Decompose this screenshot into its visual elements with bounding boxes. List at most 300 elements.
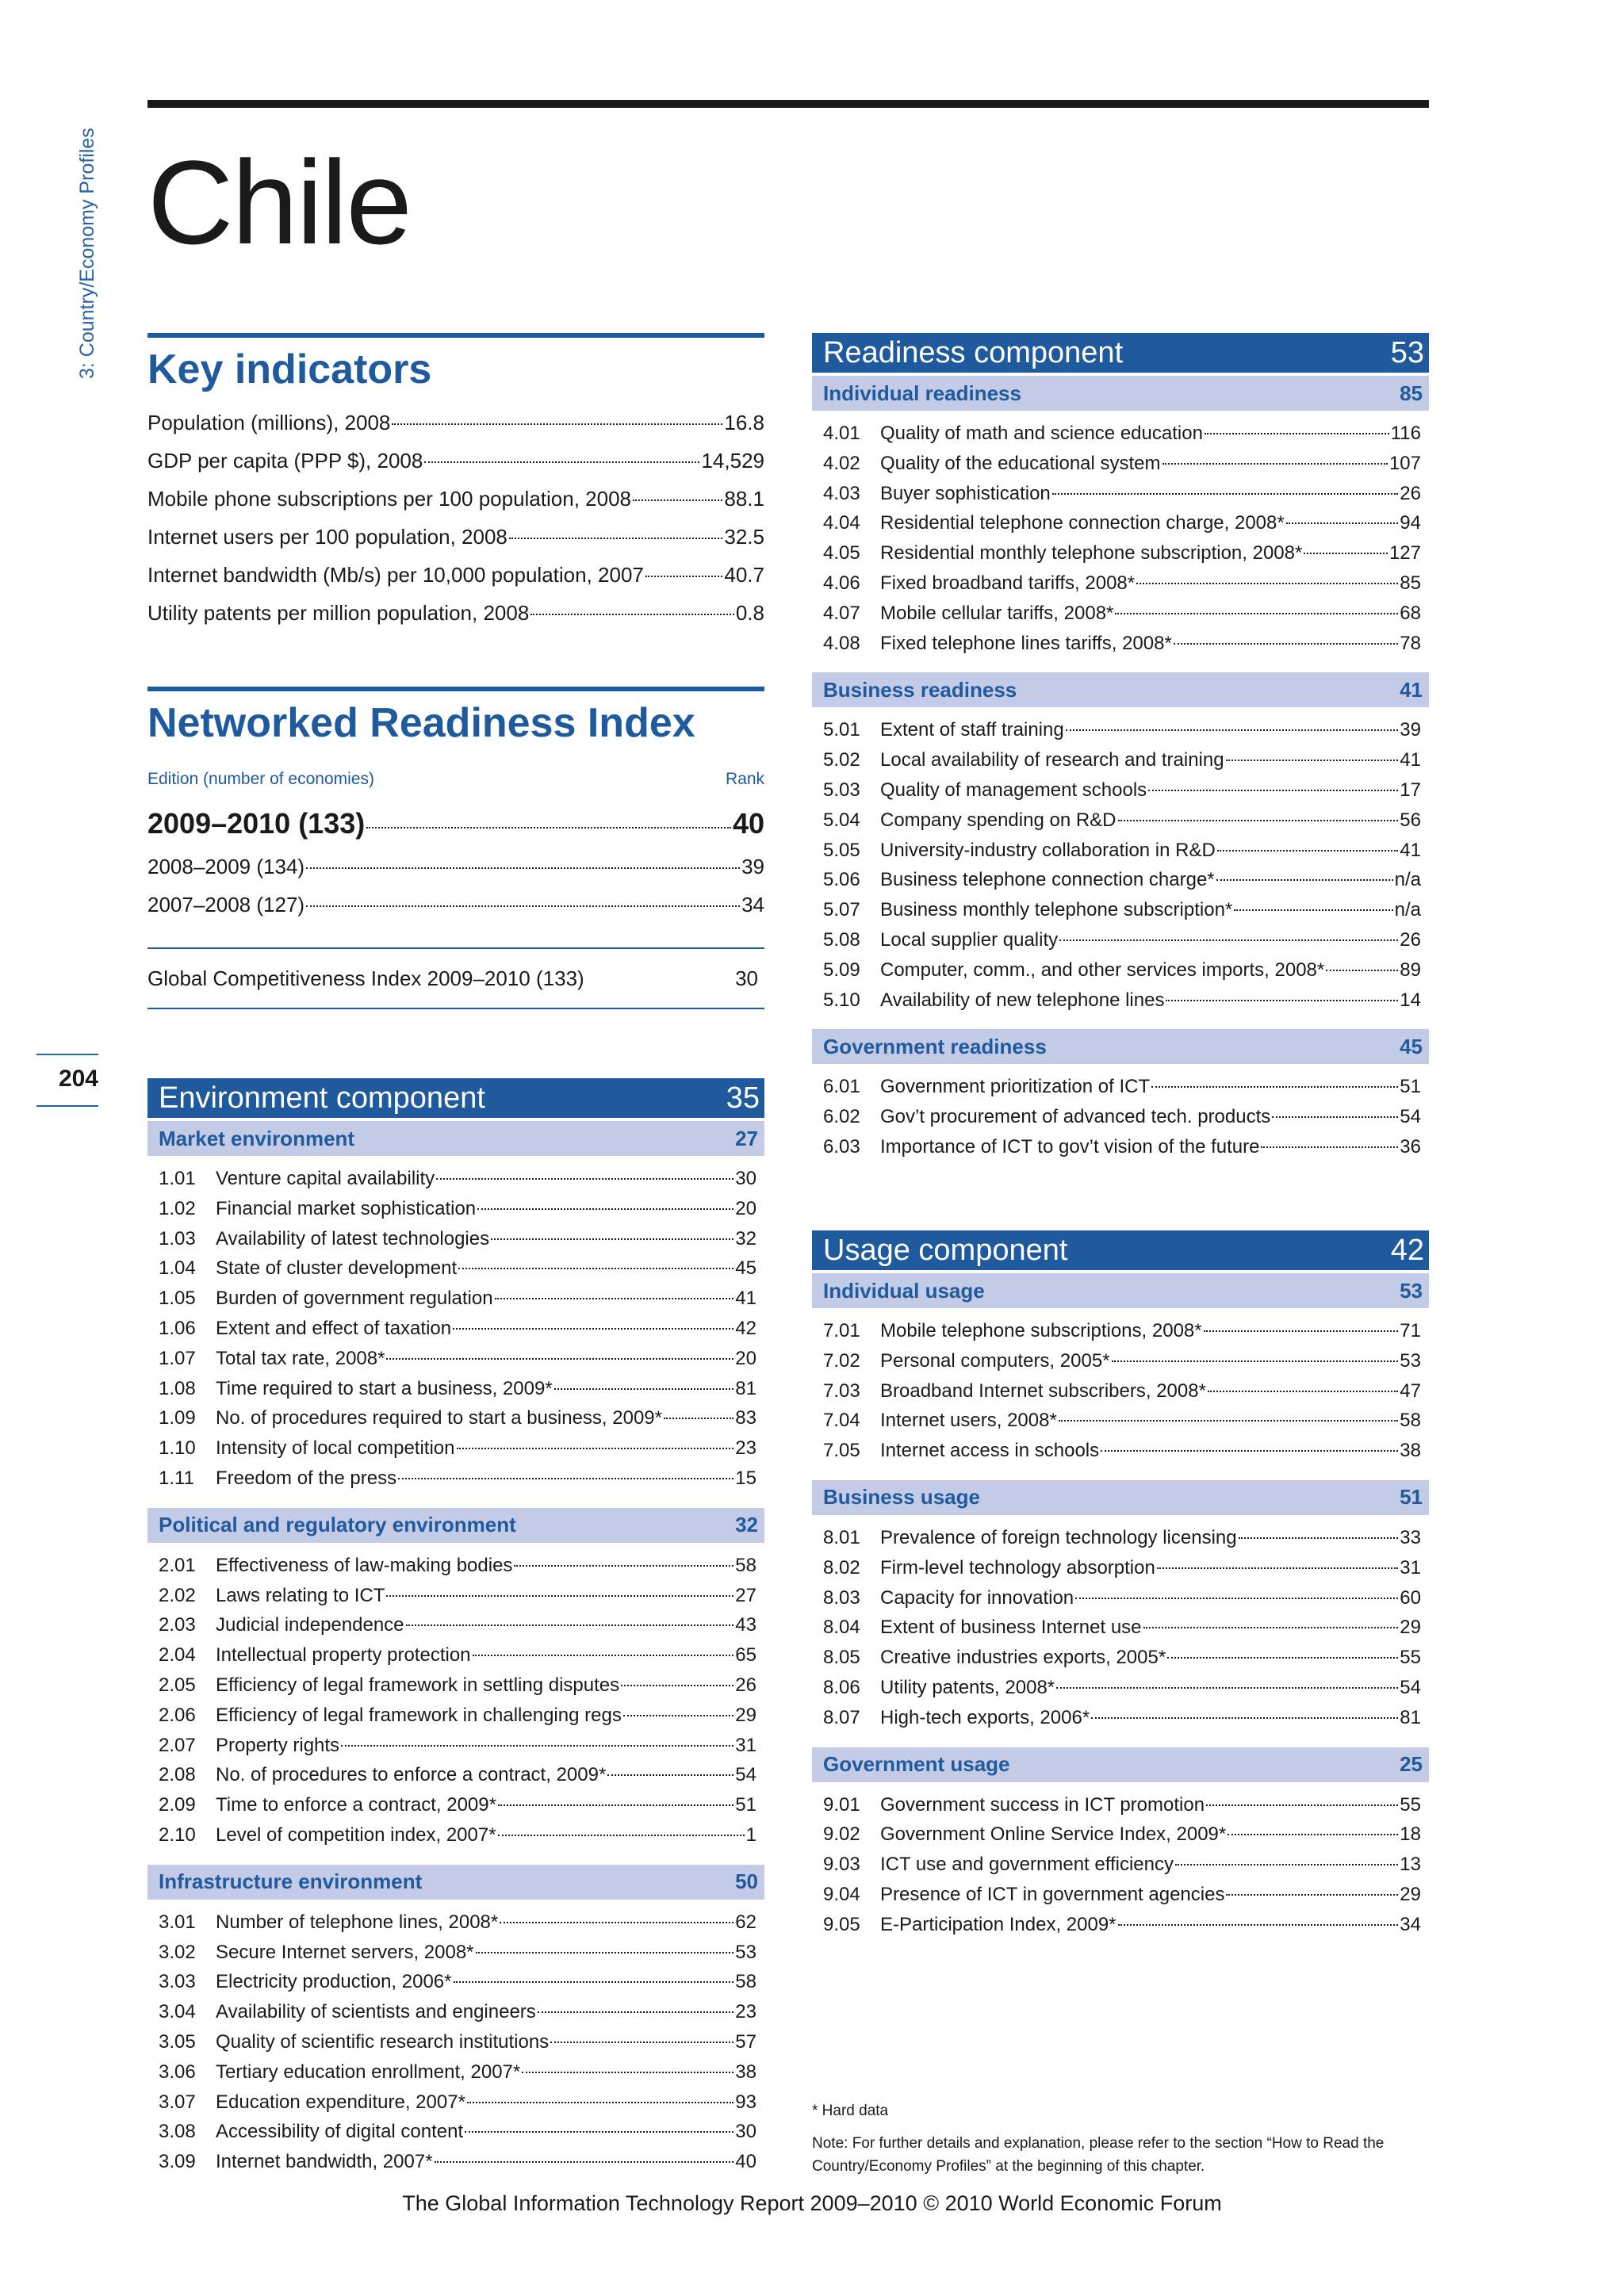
leader-dots bbox=[530, 614, 734, 615]
indicator-rank: 34 bbox=[1400, 1913, 1421, 1935]
leader-dots bbox=[1162, 463, 1388, 465]
indicator-row bbox=[823, 1523, 1421, 1553]
row-value: 40.7 bbox=[724, 563, 764, 587]
indicator-label: Local availability of research and training bbox=[880, 749, 1224, 771]
indicator-list bbox=[147, 1543, 764, 1862]
indicator-row bbox=[823, 599, 1421, 629]
indicator-row bbox=[159, 1164, 756, 1194]
leader-dots bbox=[1166, 1000, 1398, 1001]
indicator-rank: 17 bbox=[1400, 779, 1421, 801]
indicator-rank: 58 bbox=[735, 1971, 756, 1993]
indicator-rank: 14 bbox=[1400, 989, 1421, 1011]
gci-label: Global Competitiveness Index 2009–2010 (133) bbox=[147, 966, 584, 990]
pillar-rank: 50 bbox=[735, 1869, 758, 1894]
indicator-code: 9.02 bbox=[823, 1823, 860, 1846]
indicator-rank: 36 bbox=[1400, 1135, 1421, 1158]
indicator-row bbox=[159, 1374, 756, 1404]
leader-dots bbox=[467, 2102, 733, 2103]
indicator-row bbox=[823, 1376, 1421, 1406]
leader-dots bbox=[1112, 1360, 1399, 1362]
indicator-rank: 53 bbox=[735, 1941, 756, 1963]
indicator-code: 8.01 bbox=[823, 1526, 860, 1548]
leader-dots bbox=[1091, 1717, 1398, 1719]
indicator-code: 4.04 bbox=[823, 512, 860, 534]
indicator-code: 2.09 bbox=[159, 1794, 196, 1816]
indicator-code: 3.02 bbox=[159, 1941, 196, 1963]
pillar-title: Infrastructure environment bbox=[159, 1869, 423, 1894]
leader-dots bbox=[1326, 970, 1398, 971]
indicator-row bbox=[159, 1610, 756, 1640]
leader-dots bbox=[392, 423, 722, 425]
row-value: 34 bbox=[741, 893, 764, 917]
nri-title: Networked Readiness Index bbox=[147, 700, 695, 746]
indicator-label: Company spending on R&D bbox=[880, 809, 1116, 831]
page-number-rule-bottom bbox=[36, 1105, 98, 1107]
indicator-label: Fixed telephone lines tariffs, 2008* bbox=[880, 632, 1172, 654]
leader-dots bbox=[1066, 729, 1399, 731]
row-label: Population (millions), 2008 bbox=[147, 411, 391, 435]
readiness-component bbox=[812, 333, 1429, 1173]
pillar-header bbox=[812, 1273, 1429, 1308]
indicator-code: 8.02 bbox=[823, 1556, 860, 1578]
indicator-code: 1.09 bbox=[159, 1407, 196, 1429]
leader-dots bbox=[1115, 613, 1398, 614]
pillar-header bbox=[147, 1865, 764, 1900]
indicator-row bbox=[159, 1581, 756, 1611]
hard-data-note: * Hard data bbox=[812, 2103, 889, 2119]
leader-dots bbox=[1101, 1450, 1398, 1452]
leader-dots bbox=[1286, 522, 1399, 524]
indicator-code: 4.02 bbox=[823, 452, 860, 474]
indicator-label: Extent and effect of taxation bbox=[216, 1317, 452, 1339]
pillar-title: Market environment bbox=[159, 1126, 355, 1150]
indicator-row bbox=[823, 1132, 1421, 1162]
indicator-code: 1.03 bbox=[159, 1227, 196, 1249]
indicator-row bbox=[159, 1820, 756, 1850]
indicator-row bbox=[823, 1880, 1421, 1910]
key-indicator-row bbox=[147, 480, 764, 518]
indicator-label: Intellectual property protection bbox=[216, 1644, 471, 1667]
key-indicators-title: Key indicators bbox=[147, 346, 432, 392]
indicator-row bbox=[823, 775, 1421, 806]
indicator-list bbox=[812, 1782, 1429, 1951]
indicator-code: 3.01 bbox=[159, 1911, 196, 1933]
leader-dots bbox=[1059, 1420, 1398, 1422]
indicator-label: Tertiary education enrollment, 2007* bbox=[216, 2061, 521, 2083]
usage-component bbox=[812, 1230, 1429, 1951]
row-value: 39 bbox=[741, 855, 764, 879]
indicator-label: Buyer sophistication bbox=[880, 482, 1051, 504]
indicator-code: 5.10 bbox=[823, 989, 860, 1011]
indicator-code: 3.04 bbox=[159, 2001, 196, 2023]
indicator-code: 4.08 bbox=[823, 632, 860, 654]
indicator-label: Computer, comm., and other services imports, 2008* bbox=[880, 959, 1325, 981]
indicator-rank: 116 bbox=[1390, 423, 1421, 444]
leader-dots bbox=[1175, 1864, 1398, 1866]
indicator-rank: 78 bbox=[1400, 632, 1421, 654]
indicator-rank: 58 bbox=[735, 1554, 756, 1576]
indicator-rank: 81 bbox=[735, 1377, 756, 1399]
indicator-label: Firm-level technology absorption bbox=[880, 1556, 1155, 1578]
page-footer: The Global Information Technology Report 2009–2010 © 2010 World Economic Forum bbox=[402, 2191, 1222, 2215]
indicator-rank: 54 bbox=[1400, 1106, 1421, 1128]
indicator-label: Time required to start a business, 2009* bbox=[216, 1377, 553, 1399]
indicator-code: 2.01 bbox=[159, 1554, 196, 1576]
indicator-label: Personal computers, 2005* bbox=[880, 1349, 1110, 1372]
indicator-rank: 85 bbox=[1400, 572, 1421, 594]
leader-dots bbox=[453, 1328, 733, 1330]
indicator-code: 8.07 bbox=[823, 1706, 860, 1728]
indicator-code: 3.05 bbox=[159, 2030, 196, 2053]
indicator-row bbox=[823, 865, 1421, 895]
leader-dots bbox=[645, 576, 723, 577]
indicator-rank: 26 bbox=[1400, 482, 1421, 504]
indicator-label: University-industry collaboration in R&D bbox=[880, 839, 1216, 861]
indicator-code: 2.08 bbox=[159, 1764, 196, 1786]
indicator-row bbox=[823, 955, 1421, 985]
indicator-rank: 107 bbox=[1388, 452, 1421, 474]
edition-label: Edition (number of economies) bbox=[147, 770, 374, 789]
leader-dots bbox=[386, 1595, 733, 1597]
indicator-label: Judicial independence bbox=[216, 1614, 404, 1636]
indicator-row bbox=[823, 1102, 1421, 1132]
indicator-label: Education expenditure, 2007* bbox=[216, 2091, 465, 2113]
indicator-rank: 57 bbox=[735, 2030, 756, 2053]
indicator-code: 3.06 bbox=[159, 2061, 196, 2083]
indicator-row bbox=[823, 1346, 1421, 1376]
indicator-label: Mobile telephone subscriptions, 2008* bbox=[880, 1320, 1202, 1341]
leader-dots bbox=[306, 867, 740, 869]
indicator-code: 1.04 bbox=[159, 1257, 196, 1280]
indicator-row bbox=[159, 1670, 756, 1701]
pillar-title: Government usage bbox=[823, 1752, 1010, 1777]
indicator-label: Mobile cellular tariffs, 2008* bbox=[880, 602, 1114, 624]
indicator-row bbox=[159, 2147, 756, 2177]
indicator-list bbox=[812, 1064, 1429, 1173]
leader-dots bbox=[476, 1952, 734, 1954]
pillar-rank: 32 bbox=[735, 1513, 758, 1537]
indicator-row bbox=[823, 1406, 1421, 1436]
indicator-rank: 62 bbox=[735, 1911, 756, 1933]
component-title: Usage component bbox=[823, 1233, 1068, 1267]
indicator-code: 2.07 bbox=[159, 1734, 196, 1756]
indicator-label: Property rights bbox=[216, 1734, 340, 1756]
leader-dots bbox=[1151, 1086, 1398, 1088]
indicator-label: Internet access in schools bbox=[880, 1440, 1100, 1462]
indicator-code: 3.09 bbox=[159, 2151, 196, 2173]
leader-dots bbox=[498, 1804, 733, 1806]
indicator-rank: 26 bbox=[1400, 928, 1421, 951]
indicator-row bbox=[159, 2087, 756, 2118]
indicator-label: Fixed broadband tariffs, 2008* bbox=[880, 572, 1136, 594]
indicator-code: 7.05 bbox=[823, 1440, 860, 1462]
leader-dots bbox=[406, 1624, 734, 1626]
indicator-row bbox=[823, 419, 1421, 449]
indicator-rank: 38 bbox=[735, 2061, 756, 2083]
indicator-code: 5.04 bbox=[823, 809, 860, 831]
indicator-row bbox=[823, 479, 1421, 509]
indicator-label: Broadband Internet subscribers, 2008* bbox=[880, 1380, 1206, 1402]
indicator-label: Burden of government regulation bbox=[216, 1288, 493, 1310]
indicator-row bbox=[823, 1703, 1421, 1733]
indicator-row bbox=[159, 1908, 756, 1938]
indicator-rank: 30 bbox=[735, 1168, 756, 1189]
indicator-code: 5.06 bbox=[823, 869, 860, 891]
indicator-label: Intensity of local competition bbox=[216, 1437, 455, 1460]
indicator-rank: 29 bbox=[735, 1704, 756, 1726]
leader-dots bbox=[1136, 583, 1398, 584]
indicator-rank: 30 bbox=[735, 2121, 756, 2143]
nri-previous-editions bbox=[147, 848, 764, 924]
indicator-rank: 54 bbox=[1400, 1676, 1421, 1698]
indicator-code: 9.01 bbox=[823, 1793, 860, 1816]
indicator-label: Presence of ICT in government agencies bbox=[880, 1883, 1225, 1905]
nri-section bbox=[147, 687, 764, 1009]
indicator-label: Quality of scientific research institutions bbox=[216, 2030, 550, 2053]
indicator-rank: 55 bbox=[1400, 1647, 1421, 1669]
leader-dots bbox=[436, 1178, 733, 1180]
indicator-rank: 39 bbox=[1400, 719, 1421, 741]
key-indicator-row bbox=[147, 404, 764, 442]
indicator-rank: 54 bbox=[735, 1764, 756, 1786]
indicator-code: 8.05 bbox=[823, 1647, 860, 1669]
indicator-code: 7.04 bbox=[823, 1410, 860, 1432]
indicator-row bbox=[823, 1850, 1421, 1880]
indicator-label: High-tech exports, 2006* bbox=[880, 1706, 1090, 1728]
row-value: 88.1 bbox=[724, 487, 764, 511]
indicator-label: Number of telephone lines, 2008* bbox=[216, 1911, 499, 1933]
pillar-header bbox=[147, 1121, 764, 1156]
indicator-rank: 60 bbox=[1400, 1586, 1421, 1609]
indicator-list bbox=[147, 1156, 764, 1505]
row-value: 0.8 bbox=[735, 601, 764, 626]
indicator-row bbox=[159, 1701, 756, 1731]
indicator-rank: 29 bbox=[1400, 1883, 1421, 1905]
indicator-row bbox=[823, 1072, 1421, 1102]
indicator-row bbox=[823, 1910, 1421, 1940]
leader-dots bbox=[465, 2131, 733, 2133]
leader-dots bbox=[1234, 909, 1392, 911]
indicator-row bbox=[823, 806, 1421, 836]
leader-dots bbox=[386, 1358, 733, 1360]
nri-edition-row bbox=[147, 886, 764, 924]
indicator-label: No. of procedures to enforce a contract, 2009* bbox=[216, 1764, 607, 1786]
environment-component-header bbox=[147, 1078, 764, 1118]
indicator-row bbox=[823, 538, 1421, 568]
leader-dots bbox=[1148, 790, 1398, 791]
leader-dots bbox=[473, 1655, 734, 1656]
leader-dots bbox=[457, 1448, 734, 1449]
gci-rank: 30 bbox=[735, 966, 758, 990]
country-title: Chile bbox=[147, 136, 411, 269]
row-value: 32.5 bbox=[724, 525, 764, 549]
indicator-row bbox=[823, 715, 1421, 745]
chapter-side-label: 3: Country/Economy Profiles bbox=[76, 128, 98, 379]
indicator-list bbox=[812, 707, 1429, 1026]
leader-dots bbox=[1167, 1657, 1398, 1659]
indicator-label: Efficiency of legal framework in settling disputes bbox=[216, 1674, 620, 1696]
indicator-code: 1.05 bbox=[159, 1288, 196, 1310]
indicator-rank: 23 bbox=[735, 1437, 756, 1460]
indicator-rank: 53 bbox=[1400, 1349, 1421, 1372]
indicator-row bbox=[159, 1938, 756, 1968]
nri-current-rank: 40 bbox=[732, 807, 764, 840]
indicator-label: Secure Internet servers, 2008* bbox=[216, 1941, 474, 1963]
indicator-row bbox=[159, 1997, 756, 2027]
indicator-rank: n/a bbox=[1394, 899, 1421, 921]
pillar-header bbox=[812, 1480, 1429, 1515]
indicator-row bbox=[823, 1316, 1421, 1346]
indicator-rank: n/a bbox=[1394, 869, 1421, 891]
indicator-code: 3.08 bbox=[159, 2121, 196, 2143]
leader-dots bbox=[454, 1981, 734, 1983]
indicator-rank: 127 bbox=[1388, 542, 1421, 564]
pillar-header bbox=[147, 1508, 764, 1543]
indicator-row bbox=[159, 2117, 756, 2147]
key-indicator-row bbox=[147, 556, 764, 594]
leader-dots bbox=[366, 827, 731, 828]
indicator-label: Extent of business Internet use bbox=[880, 1617, 1142, 1639]
leader-dots bbox=[306, 905, 740, 907]
indicator-label: Internet bandwidth, 2007* bbox=[216, 2151, 433, 2173]
leader-dots bbox=[550, 2042, 733, 2043]
indicator-code: 4.03 bbox=[823, 482, 860, 504]
indicator-code: 5.07 bbox=[823, 899, 860, 921]
indicator-row bbox=[159, 2027, 756, 2057]
indicator-label: Electricity production, 2006* bbox=[216, 1971, 452, 1993]
row-label: 2008–2009 (134) bbox=[147, 855, 305, 879]
indicator-rank: 83 bbox=[735, 1407, 756, 1429]
indicator-label: Gov’t procurement of advanced tech. products bbox=[880, 1106, 1271, 1128]
indicator-code: 4.06 bbox=[823, 572, 860, 594]
key-indicators-section bbox=[147, 333, 764, 632]
leader-dots bbox=[1239, 1537, 1399, 1539]
pillar-rank: 41 bbox=[1400, 677, 1423, 702]
pillar-rank: 45 bbox=[1400, 1034, 1423, 1058]
leader-dots bbox=[1216, 879, 1393, 881]
indicator-code: 7.02 bbox=[823, 1349, 860, 1372]
leader-dots bbox=[1118, 1924, 1399, 1926]
indicator-row bbox=[159, 1464, 756, 1494]
indicator-label: Venture capital availability bbox=[216, 1168, 435, 1189]
indicator-rank: 18 bbox=[1400, 1823, 1421, 1846]
indicator-rank: 45 bbox=[735, 1257, 756, 1280]
indicator-label: Level of competition index, 2007* bbox=[216, 1823, 496, 1846]
indicator-rank: 55 bbox=[1400, 1793, 1421, 1816]
indicator-code: 8.04 bbox=[823, 1617, 860, 1639]
row-label: 2007–2008 (127) bbox=[147, 893, 305, 917]
indicator-row bbox=[159, 1790, 756, 1820]
indicator-row bbox=[159, 1433, 756, 1464]
indicator-list bbox=[812, 411, 1429, 669]
indicator-label: Business monthly telephone subscription* bbox=[880, 899, 1233, 921]
indicator-row bbox=[823, 1436, 1421, 1466]
indicator-code: 5.08 bbox=[823, 928, 860, 951]
component-title: Environment component bbox=[159, 1081, 485, 1115]
indicator-label: Extent of staff training bbox=[880, 719, 1064, 741]
indicator-label: Business telephone connection charge* bbox=[880, 869, 1215, 891]
environment-component bbox=[147, 1078, 764, 2188]
indicator-rank: 56 bbox=[1400, 809, 1421, 831]
pillar-header bbox=[812, 672, 1429, 707]
indicator-row bbox=[823, 1553, 1421, 1583]
indicator-row bbox=[159, 1731, 756, 1761]
indicator-label: Residential monthly telephone subscription, 2008* bbox=[880, 542, 1303, 564]
indicator-code: 6.02 bbox=[823, 1106, 860, 1128]
indicator-row bbox=[823, 895, 1421, 925]
indicator-label: Government prioritization of ICT bbox=[880, 1076, 1151, 1098]
page-number: 204 bbox=[58, 1066, 98, 1092]
indicator-label: Quality of math and science education bbox=[880, 423, 1203, 444]
leader-dots bbox=[1059, 939, 1398, 941]
indicator-rank: 81 bbox=[1400, 1706, 1421, 1728]
indicator-code: 4.07 bbox=[823, 602, 860, 624]
indicator-code: 9.05 bbox=[823, 1913, 860, 1935]
title-rule bbox=[147, 100, 1429, 108]
indicator-code: 8.03 bbox=[823, 1586, 860, 1609]
pillar-title: Political and regulatory environment bbox=[159, 1513, 516, 1537]
row-value: 14,529 bbox=[701, 449, 764, 473]
indicator-list bbox=[812, 1308, 1429, 1477]
indicator-code: 5.01 bbox=[823, 719, 860, 741]
leader-dots bbox=[1052, 493, 1399, 495]
indicator-code: 5.05 bbox=[823, 839, 860, 861]
leader-dots bbox=[398, 1478, 733, 1479]
section-rule bbox=[147, 687, 764, 691]
indicator-row bbox=[159, 1551, 756, 1581]
indicator-code: 9.03 bbox=[823, 1854, 860, 1876]
pillar-title: Government readiness bbox=[823, 1034, 1047, 1058]
indicator-rank: 51 bbox=[1400, 1076, 1421, 1098]
indicator-rank: 27 bbox=[735, 1584, 756, 1606]
indicator-rank: 65 bbox=[735, 1644, 756, 1667]
indicator-rank: 32 bbox=[735, 1227, 756, 1249]
indicator-rank: 43 bbox=[735, 1614, 756, 1636]
indicator-code: 2.03 bbox=[159, 1614, 196, 1636]
pillar-header bbox=[812, 376, 1429, 411]
indicator-label: Internet users, 2008* bbox=[880, 1410, 1057, 1432]
indicator-label: Residential telephone connection charge, 2008* bbox=[880, 512, 1285, 534]
indicator-code: 5.02 bbox=[823, 749, 860, 771]
leader-dots bbox=[1075, 1598, 1398, 1599]
indicator-rank: 89 bbox=[1400, 959, 1421, 981]
indicator-label: E-Participation Index, 2009* bbox=[880, 1913, 1116, 1935]
row-label: Mobile phone subscriptions per 100 population, 2008 bbox=[147, 487, 631, 511]
leader-dots bbox=[341, 1745, 733, 1747]
indicator-row bbox=[159, 1253, 756, 1284]
indicator-label: Financial market sophistication bbox=[216, 1197, 477, 1219]
indicator-rank: 71 bbox=[1400, 1320, 1421, 1341]
indicator-row bbox=[823, 1643, 1421, 1673]
leader-dots bbox=[495, 1298, 734, 1299]
pillar-title: Individual readiness bbox=[823, 381, 1021, 405]
indicator-rank: 40 bbox=[735, 2151, 756, 2173]
indicator-code: 1.11 bbox=[159, 1467, 194, 1489]
leader-dots bbox=[623, 1715, 733, 1716]
indicator-row bbox=[159, 1344, 756, 1374]
indicator-label: Local supplier quality bbox=[880, 928, 1059, 951]
leader-dots bbox=[1261, 1146, 1398, 1148]
leader-dots bbox=[509, 538, 723, 539]
leader-dots bbox=[1206, 1804, 1398, 1806]
rank-label: Rank bbox=[725, 770, 764, 789]
component-rank: 53 bbox=[1390, 335, 1424, 369]
indicator-label: Prevalence of foreign technology licensing bbox=[880, 1526, 1237, 1548]
leader-dots bbox=[1205, 433, 1389, 434]
indicator-label: Quality of management schools bbox=[880, 779, 1147, 801]
indicator-code: 5.03 bbox=[823, 779, 860, 801]
indicator-code: 8.06 bbox=[823, 1676, 860, 1698]
